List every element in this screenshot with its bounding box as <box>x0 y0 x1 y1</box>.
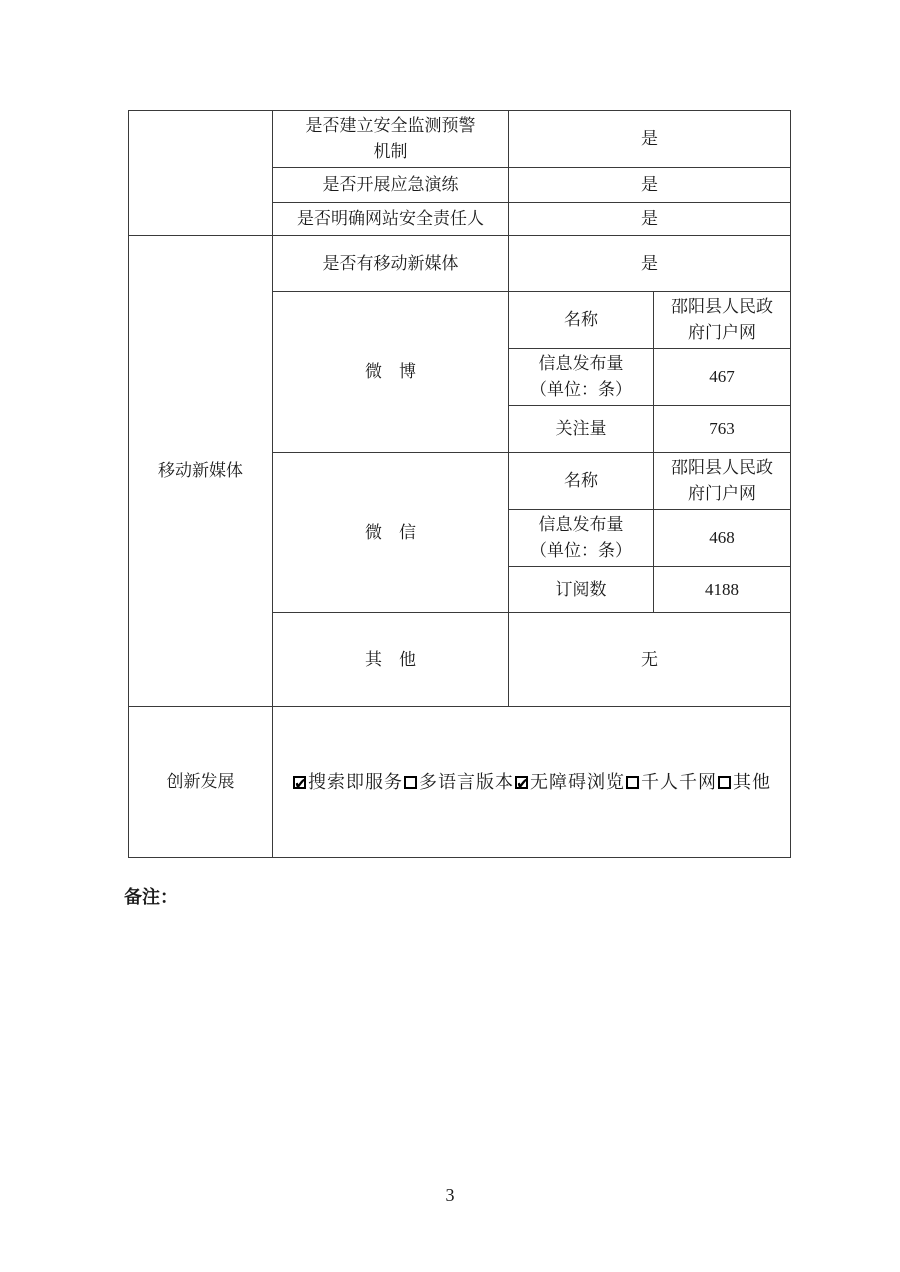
page-number: 3 <box>445 1185 455 1205</box>
label-line: 是否建立安全监测预警 <box>305 116 476 135</box>
cell-innovation-options <box>273 707 791 858</box>
checkbox-unchecked-icon[interactable] <box>626 776 639 789</box>
label-line: （单位：条） <box>530 541 632 560</box>
checkbox-label: 千人千网 <box>641 772 717 792</box>
cell-category-empty <box>129 111 273 236</box>
cell-label-weibo-posts <box>509 349 654 406</box>
value-line: 府门户网 <box>688 484 756 503</box>
cell-category-innovation: 创新发展 <box>129 707 273 858</box>
checkbox-option[interactable] <box>292 769 403 795</box>
cell-value-weibo-name <box>654 292 791 349</box>
cell-category-mobile-media: 移动新媒体 <box>129 236 273 707</box>
cell-value-drill: 是 <box>509 168 791 203</box>
cell-weibo: 微 博 <box>273 292 509 453</box>
checkbox-label: 其他 <box>733 772 771 792</box>
cell-label-wechat-subscribers: 订阅数 <box>509 567 654 613</box>
cell-label-monitoring <box>273 111 509 168</box>
checkbox-row <box>279 769 784 795</box>
cell-label-has-mobile-media: 是否有移动新媒体 <box>273 236 509 292</box>
remarks-label: 备注： <box>124 887 178 907</box>
cell-label-drill: 是否开展应急演练 <box>273 168 509 203</box>
cell-value-weibo-posts: 467 <box>654 349 791 406</box>
checkbox-checked-icon[interactable] <box>293 776 306 789</box>
cell-wechat: 微 信 <box>273 453 509 613</box>
checkbox-label: 无障碍浏览 <box>530 772 625 792</box>
checkbox-option[interactable] <box>625 769 717 795</box>
cell-label-weibo-followers: 关注量 <box>509 406 654 453</box>
checkbox-option[interactable] <box>514 769 625 795</box>
checkbox-label: 搜索即服务 <box>308 772 403 792</box>
cell-value-wechat-subscribers: 4188 <box>654 567 791 613</box>
label-line: 信息发布量 <box>538 515 624 534</box>
cell-label-wechat-name: 名称 <box>509 453 654 510</box>
cell-value-wechat-name <box>654 453 791 510</box>
cell-value-wechat-posts: 468 <box>654 510 791 567</box>
value-line: 邵阳县人民政 <box>671 297 773 316</box>
checkbox-unchecked-icon[interactable] <box>718 776 731 789</box>
cell-label-security-officer: 是否明确网站安全责任人 <box>273 203 509 236</box>
checkbox-label: 多语言版本 <box>419 772 514 792</box>
cell-value-security-officer: 是 <box>509 203 791 236</box>
checkbox-option[interactable] <box>403 769 514 795</box>
cell-label-wechat-posts <box>509 510 654 567</box>
cell-label-other-media: 其 他 <box>273 613 509 707</box>
cell-value-weibo-followers: 763 <box>654 406 791 453</box>
annual-report-table <box>128 110 791 858</box>
cell-value-other-media: 无 <box>509 613 791 707</box>
cell-value-has-mobile-media: 是 <box>509 236 791 292</box>
cell-value-monitoring: 是 <box>509 111 791 168</box>
checkbox-checked-icon[interactable] <box>515 776 528 789</box>
label-line: 信息发布量 <box>538 354 624 373</box>
label-line: （单位：条） <box>530 380 632 399</box>
cell-label-weibo-name: 名称 <box>509 292 654 349</box>
value-line: 府门户网 <box>688 323 756 342</box>
label-line: 机制 <box>373 142 408 161</box>
checkbox-option[interactable] <box>717 769 771 795</box>
checkbox-unchecked-icon[interactable] <box>404 776 417 789</box>
value-line: 邵阳县人民政 <box>671 458 773 477</box>
